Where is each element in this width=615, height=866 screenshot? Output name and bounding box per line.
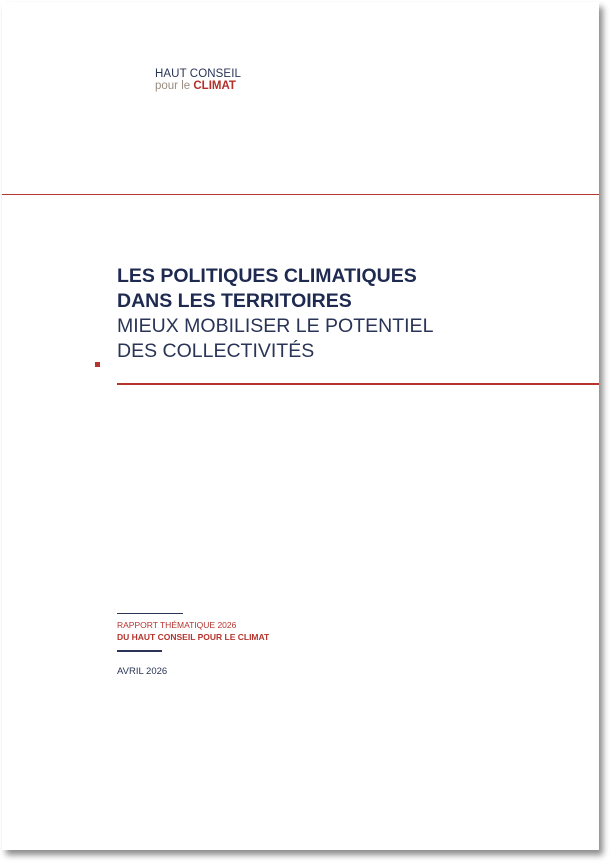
title-line-2: DANS LES TERRITOIRES (117, 290, 352, 312)
hcc-logo (155, 68, 241, 92)
subtitle-line-1: MIEUX MOBILISER LE POTENTIEL (117, 315, 434, 337)
report-title-block (117, 264, 433, 364)
title-bullet-marker (95, 362, 100, 367)
logo-line-2-emphasis: CLIMAT (193, 80, 236, 92)
meta-divider-bottom (117, 650, 162, 652)
logo-line-2-prefix: pour le (155, 80, 194, 92)
meta-divider-top (117, 613, 183, 614)
logo-line-2 (155, 80, 241, 92)
publisher-label: DU HAUT CONSEIL POUR LE CLIMAT (117, 632, 270, 642)
subtitle-line-2: DES COLLECTIVITÉS (117, 340, 315, 362)
top-divider (2, 194, 599, 195)
report-cover-page (2, 2, 599, 850)
report-type-label: RAPPORT THÉMATIQUE 2026 (117, 620, 237, 630)
logo-line-1: HAUT CONSEIL (155, 68, 241, 80)
title-underline (117, 383, 599, 385)
title-line-1: LES POLITIQUES CLIMATIQUES (117, 265, 417, 287)
publication-date: AVRIL 2026 (117, 666, 168, 677)
